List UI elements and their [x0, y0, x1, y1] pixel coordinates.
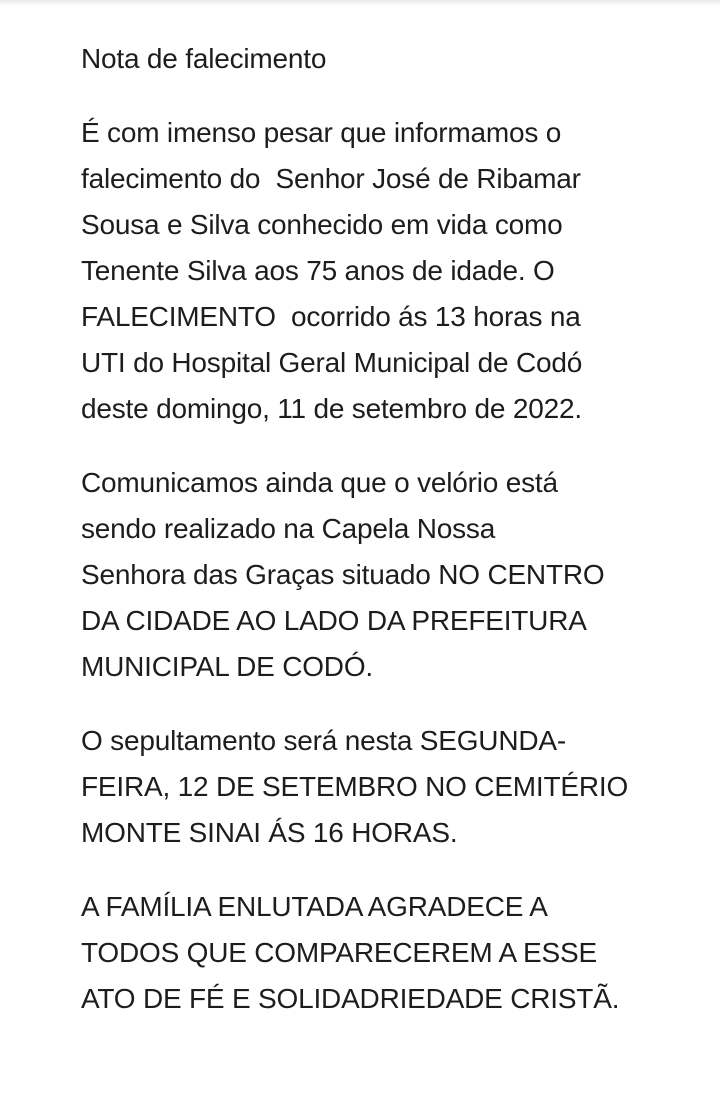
top-divider: [0, 0, 720, 6]
text-line: ATO DE FÉ E SOLIDADRIEDADE CRISTÃ.: [81, 983, 620, 1014]
message-body[interactable]: [81, 36, 681, 1022]
text-line: MUNICIPAL DE CODÓ.: [81, 651, 373, 682]
text-line: Tenente Silva aos 75 anos de idade. O: [81, 255, 555, 286]
paragraph-burial: [81, 718, 681, 856]
paragraph-wake: [81, 460, 681, 690]
paragraph-thanks: [81, 884, 681, 1022]
text-line: Senhora das Graças situado NO CENTRO: [81, 559, 605, 590]
text-line: A FAMÍLIA ENLUTADA AGRADECE A: [81, 891, 548, 922]
text-line: É com imenso pesar que informamos o: [81, 117, 562, 148]
paragraph-death-notice: [81, 110, 681, 432]
text-line: O sepultamento será nesta SEGUNDA-: [81, 725, 566, 756]
text-line: deste domingo, 11 de setembro de 2022.: [81, 393, 582, 424]
text-line: MONTE SINAI ÁS 16 HORAS.: [81, 817, 458, 848]
text-line: Sousa e Silva conhecido em vida como: [81, 209, 563, 240]
text-line: FALECIMENTO ocorrido ás 13 horas na: [81, 301, 581, 332]
text-line: sendo realizado na Capela Nossa: [81, 513, 496, 544]
text-line: TODOS QUE COMPARECEREM A ESSE: [81, 937, 597, 968]
text-line: falecimento do Senhor José de Ribamar: [81, 163, 581, 194]
message-title: Nota de falecimento: [81, 43, 327, 74]
text-line: UTI do Hospital Geral Municipal de Codó: [81, 347, 583, 378]
text-line: DA CIDADE AO LADO DA PREFEITURA: [81, 605, 587, 636]
text-line: Comunicamos ainda que o velório está: [81, 467, 558, 498]
text-line: FEIRA, 12 DE SETEMBRO NO CEMITÉRIO: [81, 771, 629, 802]
